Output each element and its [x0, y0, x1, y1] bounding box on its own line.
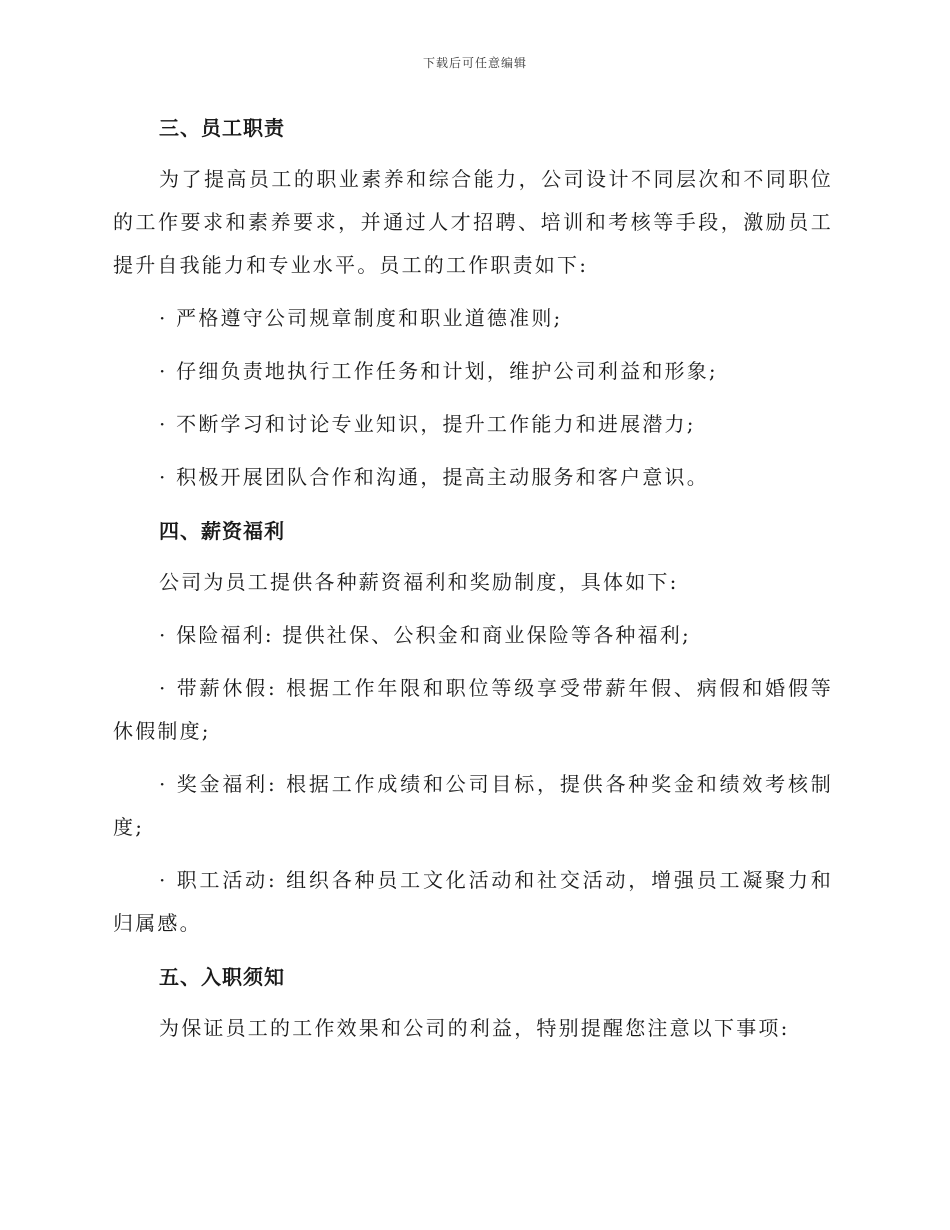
duty-item-2: · 仔细负责地执行工作任务和计划，维护公司利益和形象;	[159, 359, 718, 383]
section-heading-duties: 三、员工职责	[159, 116, 285, 140]
benefits-intro-paragraph: 公司为员工提供各种薪资福利和奖励制度，具体如下:	[159, 570, 679, 594]
duty-item-4: · 积极开展团队合作和沟通，提高主动服务和客户意识。	[159, 465, 709, 489]
benefit-item-bonus: · 奖金福利: 根据工作成绩和公司目标，提供各种奖金和绩效考核制度;	[113, 772, 833, 839]
benefit-item-activities: · 职工活动: 组织各种员工文化活动和社交活动，增强员工凝聚力和归属感。	[113, 868, 833, 935]
duty-item-1: · 严格遵守公司规章制度和职业道德准则;	[159, 306, 563, 330]
section-heading-benefits: 四、薪资福利	[159, 519, 285, 543]
duty-item-3: · 不断学习和讨论专业知识，提升工作能力和进展潜力;	[159, 412, 696, 436]
document-body	[113, 108, 833, 1050]
page-header-note: 下载后可任意编辑	[422, 56, 527, 70]
benefit-item-paid-leave: · 带薪休假: 根据工作年限和职位等级享受带薪年假、病假和婚假等休假制度;	[113, 676, 833, 743]
onboarding-intro-paragraph: 为保证员工的工作效果和公司的利益，特别提醒您注意以下事项:	[159, 1016, 790, 1040]
benefit-item-insurance: · 保险福利: 提供社保、公积金和商业保险等各种福利;	[159, 623, 691, 647]
duties-intro-paragraph: 为了提高员工的职业素养和综合能力，公司设计不同层次和不同职位的工作要求和素养要求，并通过人才招聘、培训和考核等手段，激励员工提升自我能力和专业水平。员工的工作职责如下:	[113, 167, 833, 277]
section-heading-onboarding: 五、入职须知	[159, 965, 285, 989]
